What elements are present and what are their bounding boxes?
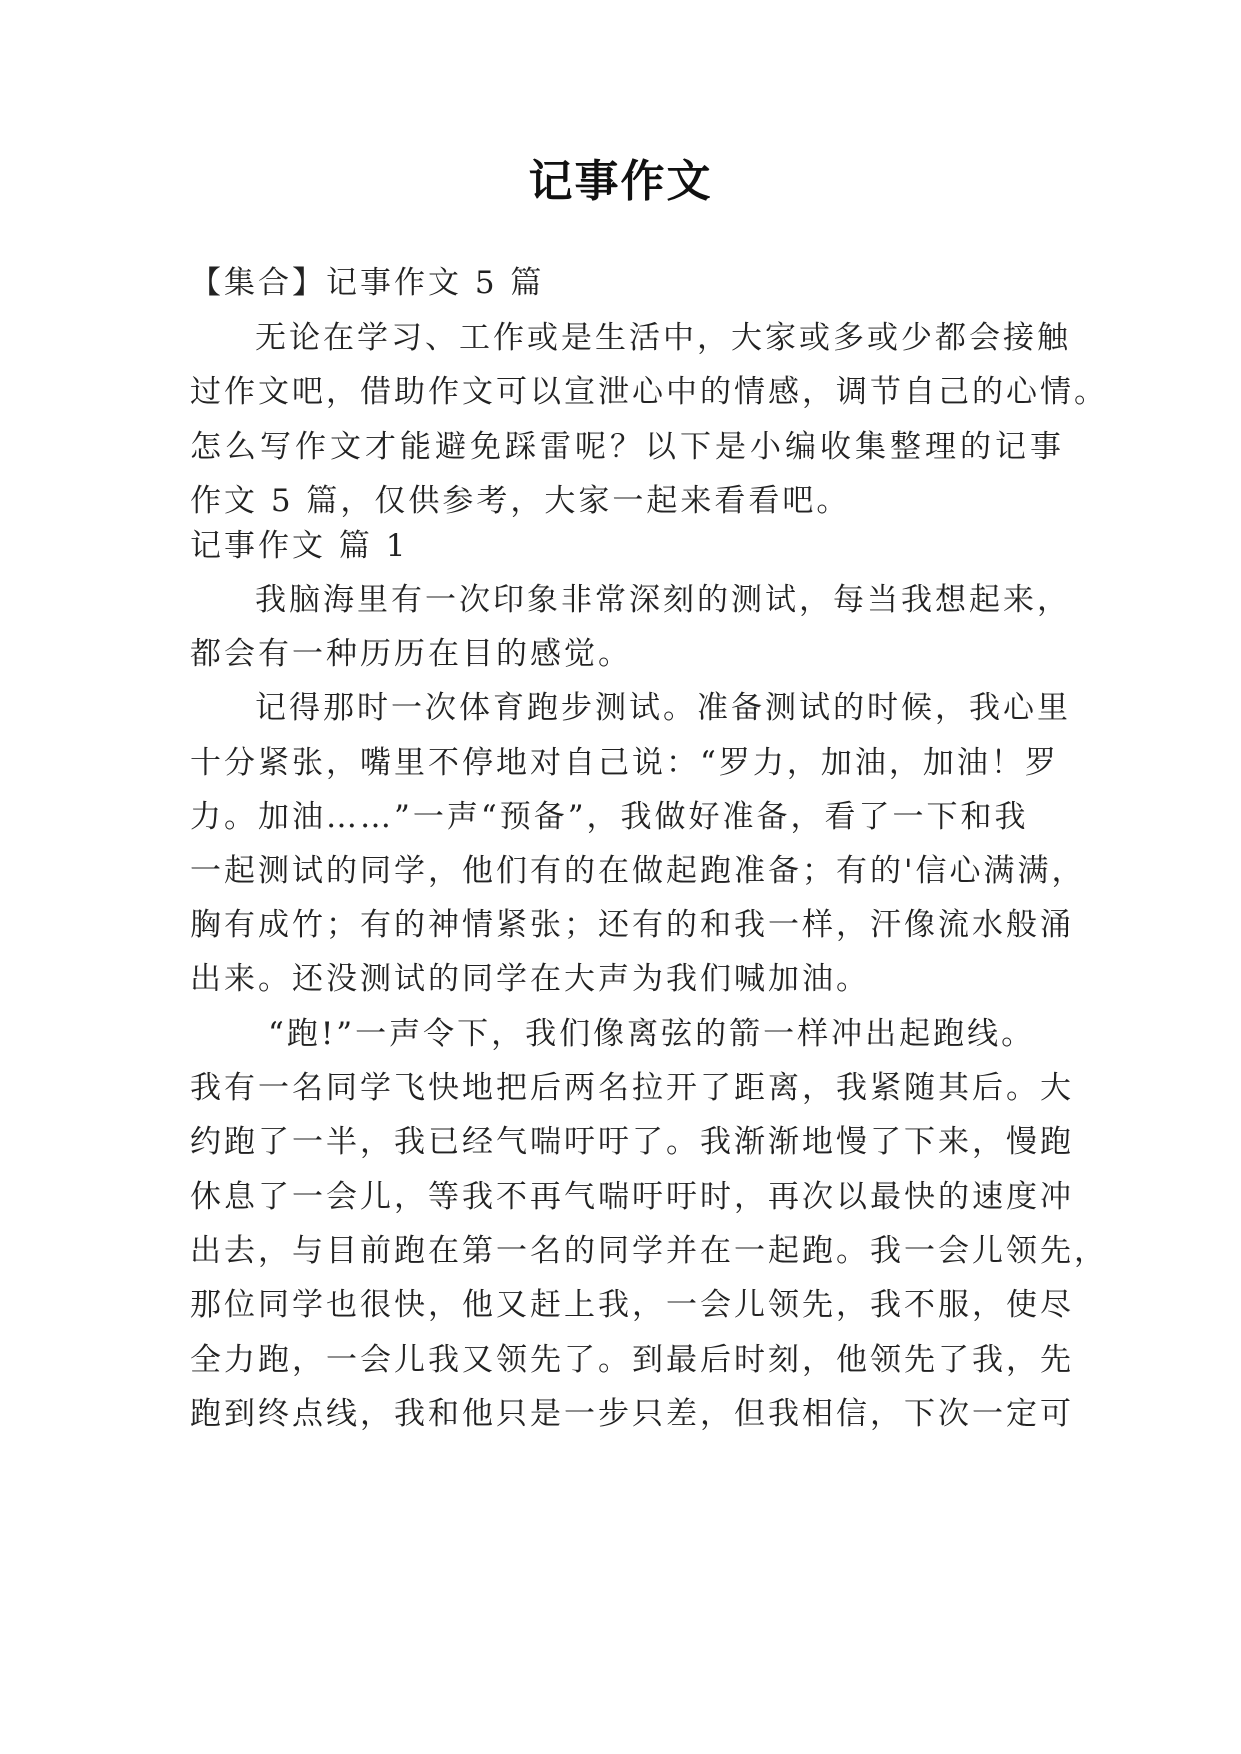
para3-line-4: 休息了一会儿，等我不再气喘吁吁时，再次以最快的速度冲 (190, 1179, 1074, 1215)
para3-line-1: “跑!”一声令下，我们像离弦的箭一样冲出起跑线。 (268, 1016, 1036, 1052)
para2-line-5: 胸有成竹；有的神情紧张；还有的和我一样，汗像流水般涌 (190, 907, 1074, 943)
para2-line-6: 出来。还没测试的同学在大声为我们喊加油。 (190, 961, 870, 997)
section-heading-1: 记事作文 篇 1 (190, 528, 409, 564)
para3-line-3: 约跑了一半，我已经气喘吁吁了。我渐渐地慢了下来，慢跑 (190, 1124, 1074, 1160)
para3-line-8: 跑到终点线，我和他只是一步只差，但我相信，下次一定可 (190, 1396, 1074, 1432)
intro-line-3: 怎么写作文才能避免踩雷呢？以下是小编收集整理的记事 (190, 429, 1065, 465)
intro-line-4: 作文 5 篇，仅供参考，大家一起来看看吧。 (190, 483, 851, 519)
collection-heading: 【集合】记事作文 5 篇 (190, 265, 545, 301)
intro-line-2: 过作文吧，借助作文可以宣泄心中的情感，调节自己的心情。 (190, 374, 1108, 410)
para3-line-6: 那位同学也很快，他又赶上我，一会儿领先，我不服，使尽 (190, 1287, 1074, 1323)
para2-line-3: 力。加油……”一声“预备”，我做好准备，看了一下和我 (190, 799, 1029, 835)
para1-line-2: 都会有一种历历在目的感觉。 (190, 636, 632, 672)
para1-line-1: 我脑海里有一次印象非常深刻的测试，每当我想起来， (255, 582, 1071, 618)
para3-line-5: 出去，与目前跑在第一名的同学并在一起跑。我一会儿领先， (190, 1233, 1108, 1269)
document-title: 记事作文 (528, 156, 713, 207)
para2-line-1: 记得那时一次体育跑步测试。准备测试的时候，我心里 (255, 690, 1071, 726)
para2-line-2: 十分紧张，嘴里不停地对自己说：“罗力，加油，加油！罗 (190, 745, 1059, 781)
para3-line-2: 我有一名同学飞快地把后两名拉开了距离，我紧随其后。大 (190, 1070, 1074, 1106)
para3-line-7: 全力跑，一会儿我又领先了。到最后时刻，他领先了我，先 (190, 1342, 1074, 1378)
intro-line-1: 无论在学习、工作或是生活中，大家或多或少都会接触 (255, 320, 1071, 356)
para2-line-4: 一起测试的同学，他们有的在做起跑准备；有的'信心满满， (190, 853, 1086, 889)
